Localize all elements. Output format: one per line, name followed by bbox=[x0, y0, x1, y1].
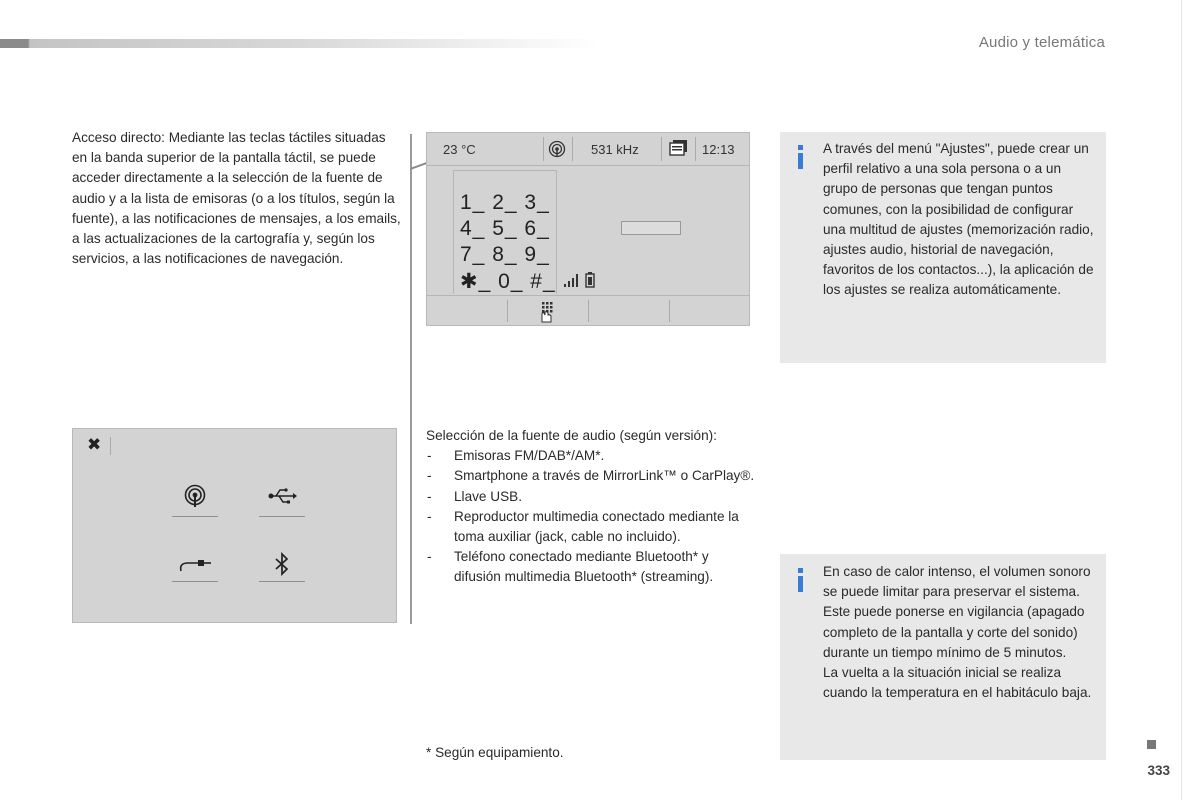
keypad-row[interactable]: 4_ 5_ 6_ bbox=[460, 217, 550, 240]
usb-icon[interactable] bbox=[259, 481, 305, 511]
temperature-readout: 23 °C bbox=[443, 142, 476, 157]
page-number: 333 bbox=[1147, 763, 1170, 778]
info-box-heat bbox=[780, 554, 1106, 760]
frequency-readout: 531 kHz bbox=[591, 142, 639, 157]
page-marker bbox=[1147, 740, 1156, 749]
keypad-row[interactable]: ✱_ 0_ #_ bbox=[460, 270, 556, 293]
dialpad-icon[interactable] bbox=[538, 301, 556, 328]
audio-source-heading: Selección de la fuente de audio (según versión): bbox=[426, 428, 717, 443]
page-edge bbox=[1181, 0, 1200, 800]
column-divider bbox=[410, 134, 412, 624]
intro-paragraph: Acceso directo: Mediante las teclas táctiles situadas en la banda superior de la pantalla táctil, se puede acceder directamente a la selección de la fuente de audio y a la lista de emisoras (o a los títulos, según la fuente), a las notificaciones de mensajes, a los emails, a las actualizaciones de la cartografía y, según los servicios, a las notificaciones de navegación. bbox=[72, 130, 401, 267]
list-item: - Smartphone a través de MirrorLink™ o CarPlay®. bbox=[426, 466, 756, 486]
section-title: Audio y telemática bbox=[978, 34, 1105, 51]
info-text: En caso de calor intenso, el volumen sonoro se puede limitar para preservar el sistema. Este puede ponerse en vigilancia (apagado completo de la pantalla y corte del sonido) durante un tiempo mínimo de 5 minutos. bbox=[823, 564, 1091, 660]
battery-icon bbox=[585, 272, 595, 293]
radio-icon[interactable] bbox=[172, 481, 218, 511]
info-icon bbox=[798, 568, 803, 592]
close-icon[interactable]: ✖ bbox=[87, 435, 102, 454]
phone-keypad[interactable] bbox=[453, 170, 557, 294]
info-icon bbox=[798, 145, 803, 169]
clock-readout: 12:13 bbox=[702, 142, 735, 157]
header-decor-bar bbox=[0, 39, 600, 48]
dial-number-field[interactable] bbox=[621, 221, 681, 235]
aux-jack-icon[interactable] bbox=[172, 549, 218, 579]
info-box-profiles bbox=[780, 132, 1106, 363]
screen-status-bar bbox=[427, 133, 749, 166]
keypad-row[interactable]: 1_ 2_ 3_ bbox=[460, 191, 550, 214]
source-selection-panel bbox=[72, 428, 397, 623]
signal-strength-icon bbox=[563, 273, 579, 292]
radio-icon[interactable] bbox=[548, 140, 566, 161]
screen-bottom-bar bbox=[427, 295, 749, 326]
audio-source-section bbox=[426, 426, 756, 588]
audio-source-list bbox=[426, 446, 756, 587]
list-item: - Teléfono conectado mediante Bluetooth* y difusión multimedia Bluetooth* (streaming). bbox=[426, 547, 756, 587]
list-item: - Reproductor multimedia conectado mediante la toma auxiliar (jack, cable no incluido). bbox=[426, 507, 756, 547]
bluetooth-icon[interactable] bbox=[259, 549, 305, 579]
footnote: * Según equipamiento. bbox=[426, 745, 564, 760]
messages-icon[interactable] bbox=[669, 139, 689, 160]
touchscreen-mockup bbox=[426, 132, 750, 326]
info-text: A través del menú "Ajustes", puede crear un perfil relativo a una sola persona o a un grupo de personas que tengan puntos comunes, con la posibilidad de configurar una multitud de ajustes (memorización radio, ajustes audio, historial de navegación, favoritos de los contactos...), la aplicación de los ajustes se realiza automáticamente. bbox=[823, 141, 1094, 298]
list-item: - Emisoras FM/DAB*/AM*. bbox=[426, 446, 756, 466]
list-item: - Llave USB. bbox=[426, 487, 756, 507]
keypad-row[interactable]: 7_ 8_ 9_ bbox=[460, 243, 550, 266]
info-text-continued: La vuelta a la situación inicial se realiza cuando la temperatura en el habitáculo baja. bbox=[823, 665, 1092, 701]
